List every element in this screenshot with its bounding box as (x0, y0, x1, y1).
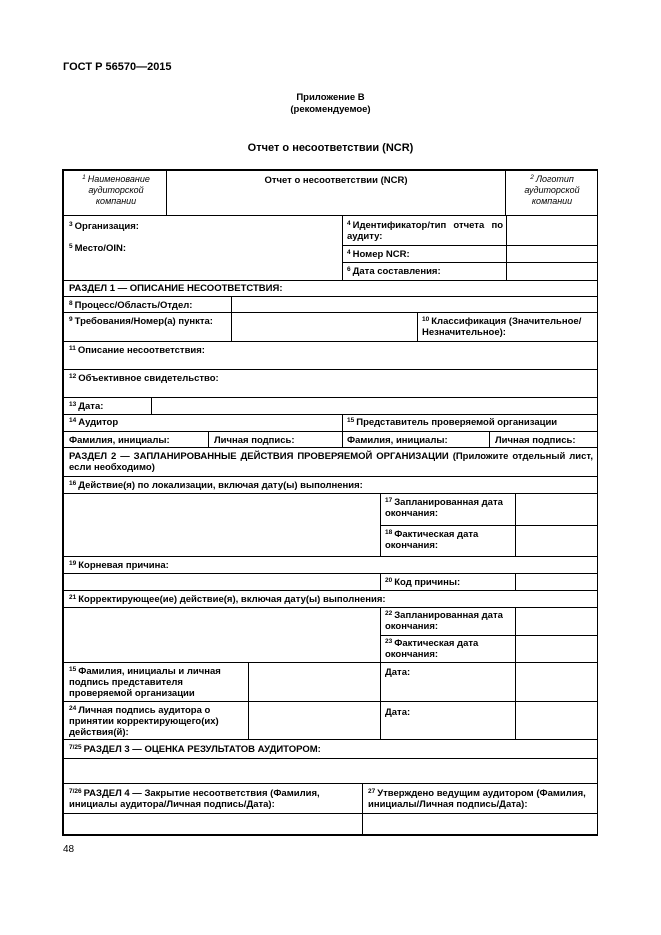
lead-auditor-label: $^{27}$ Утверждено ведущим аудитором (Фамилия, инициалы/Личная подпись/Дата): (368, 788, 586, 810)
logo-cell (505, 170, 598, 216)
auditor-label: $^{14}$ Аудитор (69, 417, 119, 428)
section-3-title: $^{7/25}$ РАЗДЕЛ 3 — ОЦЕНКА РЕЗУЛЬТАТОВ АУДИТОРОМ: (69, 744, 321, 755)
classification-label: $^{10}$ Классификация (Значительное/Незначительное): (422, 316, 582, 338)
classification-cell[interactable] (417, 312, 598, 342)
objective-evidence-label: $^{12}$ Объективное свидетельство: (69, 373, 219, 384)
planned-end-label-17: $^{17}$ Запланированная дата окончания: (385, 497, 503, 519)
corrective-label: $^{21}$ Корректирующее(ие) действие(я), включая дату(ы) выполнения: (69, 594, 386, 605)
root-cause-label: $^{19}$ Корневая причина: (69, 560, 169, 571)
lead-auditor-value[interactable] (362, 813, 598, 835)
issue-date-cell (342, 262, 507, 281)
rep-signature-block-cell (63, 662, 249, 702)
rep-signature-label: Личная подпись: (495, 435, 576, 446)
cause-code-cell (380, 573, 516, 591)
corrective-value[interactable] (63, 607, 381, 663)
actual-end-value-18[interactable] (515, 525, 598, 557)
rep-signature-block-value[interactable] (248, 662, 381, 702)
appendix-note: (рекомендуемое) (290, 104, 371, 115)
auditor-name-label: Фамилия, инициалы: (69, 435, 170, 446)
ncr-number-label: $^4$ Номер NCR: (347, 249, 410, 260)
auditor-acceptance-cell (63, 701, 249, 740)
auditor-acceptance-label: $^{24}$ Личная подпись аудитора о принятии корректирующего(их) действия(й): (69, 705, 219, 738)
auditor-acceptance-value[interactable] (248, 701, 381, 740)
document-title: Отчет о несоответствии (NCR) (247, 142, 414, 154)
rep-date-label: Дата: (385, 667, 411, 678)
requirements-value[interactable] (231, 312, 418, 342)
issue-date-value[interactable] (506, 262, 598, 281)
standard-number: ГОСТ Р 56570—2015 (63, 61, 172, 73)
company-name-cell (63, 170, 167, 216)
planned-end-label-22: $^{22}$ Запланированная дата окончания: (385, 610, 503, 632)
containment-value[interactable] (63, 493, 381, 557)
auditor-signature-label: Личная подпись: (214, 435, 295, 446)
cause-code-value[interactable] (515, 573, 598, 591)
auditor-signature-cell[interactable] (208, 431, 343, 448)
auditor-cell (63, 414, 343, 432)
requirements-label: $^9$ Требования/Номер(а) пункта: (69, 316, 213, 327)
lead-auditor-cell (362, 783, 598, 814)
process-area-cell (63, 296, 232, 313)
root-cause-cell[interactable] (63, 556, 598, 574)
audit-report-id-cell (342, 215, 507, 246)
section-1-title: РАЗДЕЛ 1 — ОПИСАНИЕ НЕСООТВЕТСТВИЯ: (69, 283, 283, 294)
audit-report-id-value[interactable] (506, 215, 598, 246)
section-2-header (63, 447, 598, 477)
organization-cell[interactable] (63, 215, 343, 281)
section-4-cell (63, 783, 363, 814)
section-1-header (63, 280, 598, 297)
cause-code-label: $^{20}$ Код причины: (385, 577, 461, 588)
actual-end-value-23[interactable] (515, 635, 598, 663)
ncr-number-cell (342, 245, 507, 263)
location-label: $^5$ Место/OIN: (69, 243, 127, 254)
date-label-13: $^{13}$ Дата: (69, 401, 104, 412)
page-number: 48 (63, 844, 75, 855)
rep-name-label: Фамилия, инициалы: (347, 435, 448, 446)
issue-date-label: $^6$ Дата составления: (347, 266, 441, 277)
rep-date-value[interactable] (515, 662, 598, 702)
requirements-cell (63, 312, 232, 342)
actual-end-cell-18 (380, 525, 516, 557)
process-area-value[interactable] (231, 296, 598, 313)
corrective-header (63, 590, 598, 608)
section-2-title: РАЗДЕЛ 2 — ЗАПЛАНИРОВАННЫЕ ДЕЙСТВИЯ ПРОВЕРЯЕМОЙ ОРГАНИЗАЦИИ (Приложите отдельный лист, если необходимо) (69, 451, 593, 473)
rep-date-cell (380, 662, 516, 702)
planned-end-cell-22 (380, 607, 516, 636)
form-title-cell (166, 170, 506, 216)
ncr-number-value[interactable] (506, 245, 598, 263)
section-3-value[interactable] (63, 758, 598, 784)
actual-end-cell-23 (380, 635, 516, 663)
organization-label: $^3$ Организация: (69, 221, 139, 232)
auditor-date-cell (380, 701, 516, 740)
company-name-label: $^1$ Наименование аудиторской компании (82, 174, 150, 206)
nc-description-cell[interactable] (63, 341, 598, 370)
planned-end-value-22[interactable] (515, 607, 598, 636)
date-cell (63, 397, 152, 415)
form-header-title: Отчет о несоответствии (NCR) (264, 175, 408, 186)
section-4-value[interactable] (63, 813, 363, 835)
planned-end-value-17[interactable] (515, 493, 598, 526)
section-4-label: $^{7/26}$ РАЗДЕЛ 4 — Закрытие несоответствия (Фамилия, инициалы аудитора/Личная подпись/Дата): (69, 788, 320, 810)
auditor-date-value[interactable] (515, 701, 598, 740)
rep-name-cell[interactable] (342, 431, 490, 448)
actual-end-label-18: $^{18}$ Фактическая дата окончания: (385, 529, 479, 551)
date-value-13[interactable] (151, 397, 598, 415)
root-cause-value[interactable] (63, 573, 381, 591)
nc-description-label: $^{11}$ Описание несоответствия: (69, 345, 205, 356)
rep-signature-block-label: $^{15}$ Фамилия, инициалы и личная подпись представителя проверяемой организации (69, 666, 221, 699)
section-3-header (63, 739, 598, 759)
logo-label: $^2$ Логотип аудиторской компании (524, 174, 580, 206)
representative-cell (342, 414, 598, 432)
appendix-title: Приложение В (296, 92, 365, 103)
actual-end-label-23: $^{23}$ Фактическая дата окончания: (385, 638, 479, 660)
process-area-label: $^8$ Процесс/Область/Отдел: (69, 300, 193, 311)
planned-end-cell-17 (380, 493, 516, 526)
containment-label: $^{16}$ Действие(я) по локализации, включая дату(ы) выполнения: (69, 480, 363, 491)
ncr-form (62, 169, 598, 836)
rep-signature-cell[interactable] (489, 431, 598, 448)
auditor-name-cell[interactable] (63, 431, 209, 448)
audit-report-id-label: $^4$ Идентификатор/тип отчета по аудиту: (347, 220, 503, 242)
auditor-date-label: Дата: (385, 707, 411, 718)
containment-header (63, 476, 598, 494)
objective-evidence-cell[interactable] (63, 369, 598, 398)
representative-label: $^{15}$ Представитель проверяемой организации (347, 417, 558, 428)
